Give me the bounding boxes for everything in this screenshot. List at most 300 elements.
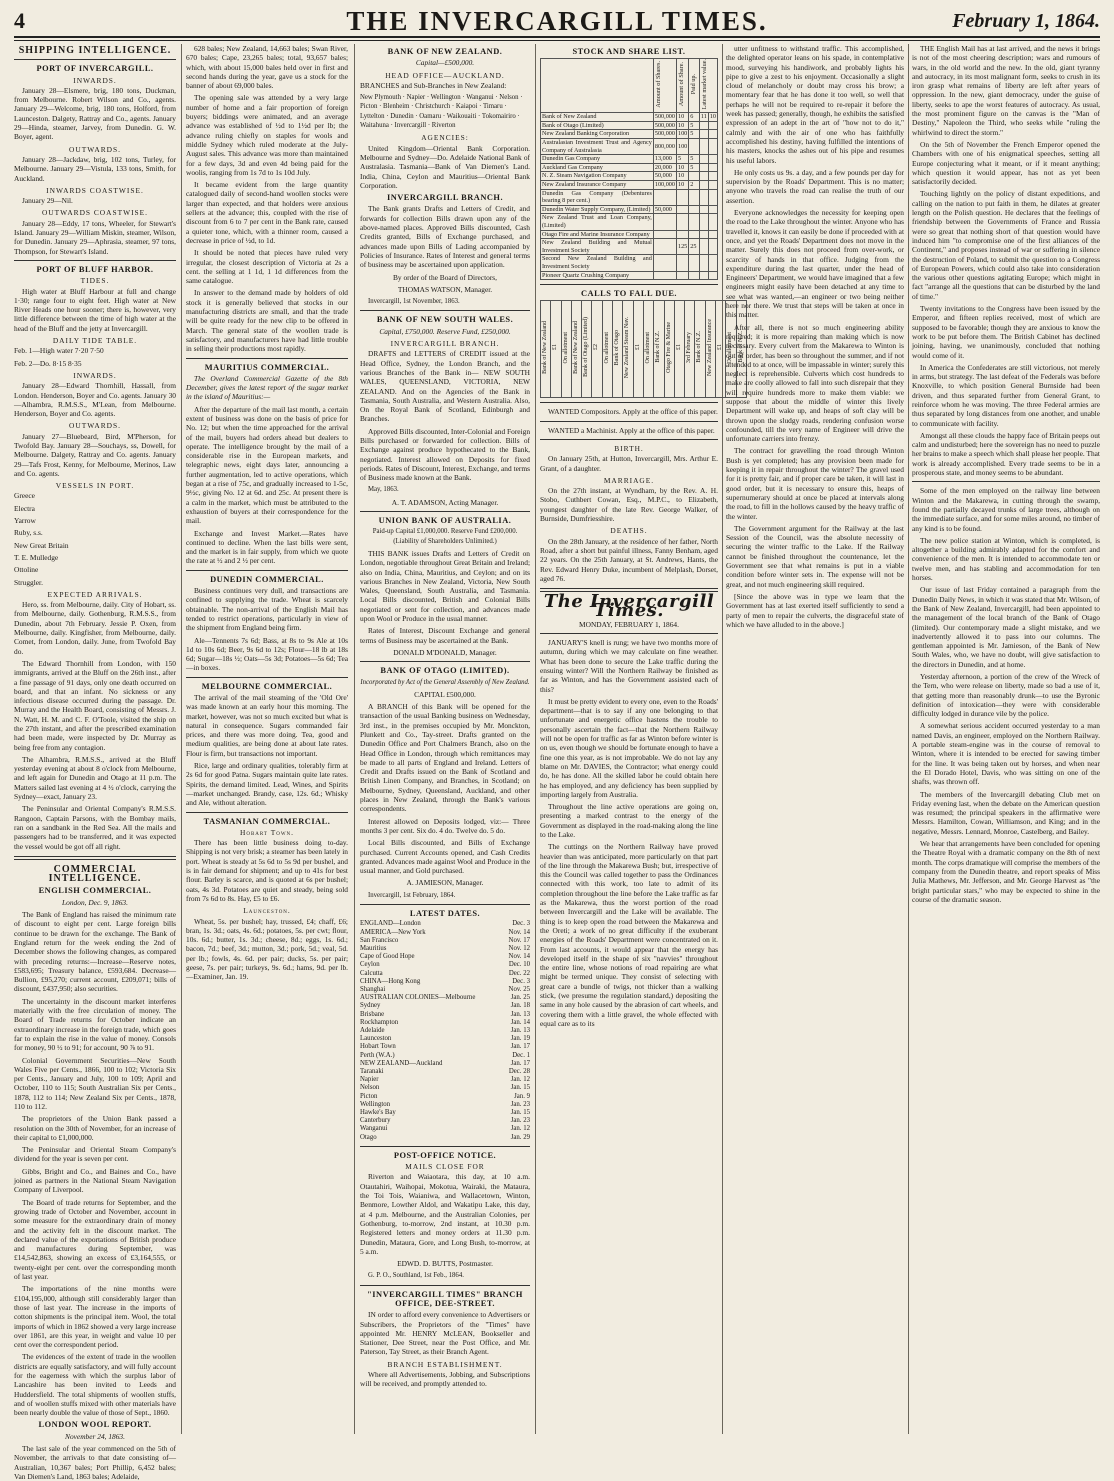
bank-nz-capital: Capital—£500,000. — [415, 58, 475, 68]
stock-company: Pioneer Quartz Crushing Company — [541, 271, 654, 280]
calls-cell: On allotment — [561, 301, 571, 398]
stock-company: N. Z. Steam Navigation Company — [541, 172, 654, 181]
double-rule — [14, 856, 176, 860]
stock-company: Dunedin Water Supply Company, (Limited) — [541, 205, 654, 214]
latest-dates-place: Shanghai — [360, 985, 386, 993]
calls-cell: £2 — [592, 301, 602, 398]
latest-dates-date: Dec. 22 — [508, 969, 530, 977]
stock-company: Dunedin Gas Company (Debentures bearing 8 per cent.) — [542, 189, 652, 205]
stock-value — [708, 255, 717, 271]
news-paragraph: Some of the men employed on the railway line between Winton and the Makarewa, in cutting through the swamp, found the partially decayed trunks of large trees, although on the immediate surface, and for some miles around, no timber of any kind is to be found. — [912, 486, 1100, 533]
commercial-paragraph: The Board of trade returns for September, and the growing trade of October and November, account in some measure for the extraordinary drain of money and the activity felt in the discount market. The declared value of the exportations of British produce and manufactures during September, was £14,542,863, showing an excess of £3,164,555, or twenty-eight per cent. over the corresponding month of last year. — [14, 1197, 176, 1282]
latest-dates-row — [360, 1093, 530, 1101]
stock-company: Australasian Investment Trust and Agency Company of Australasia — [542, 139, 652, 154]
column-stock-editorial — [540, 44, 744, 1434]
vessel-item: New Great Britain — [14, 540, 69, 550]
stock-value — [699, 130, 708, 139]
rule — [360, 1146, 530, 1147]
vessel-item: Electra — [14, 503, 35, 513]
stock-value: 50,000 — [653, 172, 676, 181]
stock-row — [541, 239, 718, 255]
issue-date: February 1, 1864. — [952, 10, 1100, 32]
latest-dates-date: Jan. 13 — [510, 1026, 530, 1034]
stock-col-header: Latest market value. — [699, 59, 717, 113]
latest-dates-place: Wellington — [360, 1100, 391, 1108]
latest-dates-row — [360, 1076, 530, 1084]
calls-cell: Bank of Otago (Limited) — [582, 301, 592, 398]
latest-dates-place: Taranaki — [360, 1068, 384, 1075]
inwards-coastwise-text: January 29—Nil. — [22, 196, 73, 206]
stock-value: 20,000 — [653, 163, 676, 172]
dunedin-prices: Ale—Tennents 7s 6d; Bass, at 8s to 9s Ale at 10s 1d to 10s 6d; Beer, 9s 6d to 12s; Flour—18 lb at 18s 6d; Sugar—18s ½; Oats—5s 3d; Potatoes—5s 6d; Tea—in boxes. — [186, 635, 348, 673]
stock-company: Bank of Otago (Limited) — [541, 121, 654, 130]
stock-value: 11 — [700, 113, 707, 121]
column-commercial — [186, 44, 348, 1434]
stock-value: 10 — [676, 172, 688, 181]
stock-value: 10 — [676, 180, 688, 189]
stock-value — [653, 230, 676, 239]
latest-dates-date: Nov. 17 — [508, 936, 530, 944]
vessels-in-port-heading: VESSELS IN PORT. — [55, 481, 135, 491]
news-paragraph: In America the Confederates are still victorious, not merely in arms, but strategy. The last defeat of the Federals was before Knoxville, to which position General Burnside had been driven, and thus separated further from General Grant, to reinforce whom he was moving. The three Federal armies are thus separated by long distances from one another, and unable to communicate with facility. — [912, 362, 1100, 428]
otago-text: A BRANCH of this Bank will be opened for the transaction of the usual Banking business on Wednesday, 3rd inst., in the premises occupied by Mr. Monckton, Plunkett and Co., Tay-street. Drafts granted on the Dunedin Office and Port Chalmers Branch, also on the Head Office in London, through which remittances may be made to all parts of England and Ireland. Letters of Credit and Drafts issued on the Bank of Scotland and British Linen Company, and Branches, in Scotland; on Melbourne, Sydney, Queensland, Auckland, and other places in New Zealand, through the Bank's various correspondents. — [360, 702, 530, 814]
vessel-item: Ruby, s.s. — [14, 528, 43, 538]
expected-arrivals-heading: EXPECTED ARRIVALS. — [47, 589, 143, 599]
mauritius-intro: The Overland Commercial Gazette of the 8th December, gives the latest report of the sugar market in the island of Mauritius:— — [186, 373, 348, 402]
inwards-text: January 28—Elsmere, brig, 180 tons, Duckman, from Melbourne. Robert Wilson and Co., agents. January 29—Welcome, brig, 180 tons, Holford, from Launceston. Dalgety, Rattray and Co., agents. January 29—Hinda, steamer, Jarvey, from Dunedin. G. W. Boyer, agent. — [14, 85, 176, 142]
stock-value — [699, 255, 708, 271]
birth-text: On January 25th, at Hutton, Invercargill, Mrs. Arthur E. Grant, of a daughter. — [540, 454, 718, 473]
latest-dates-row — [360, 1011, 530, 1019]
stock-col-header: Amount of Shares. — [653, 59, 676, 113]
stock-value — [689, 214, 700, 230]
stock-value: 25 — [689, 239, 700, 255]
stock-value — [689, 205, 700, 214]
stock-value: 10 — [676, 113, 688, 122]
stock-value — [653, 189, 676, 205]
latest-dates-row — [360, 1068, 530, 1076]
tides-heading: TIDES. — [80, 276, 110, 286]
inv-branch-signature: THOMAS WATSON, Manager. — [397, 284, 493, 294]
branch-office-heading: "INVERCARGILL TIMES" BRANCH OFFICE, DEE-STREET. — [367, 1289, 523, 1308]
latest-dates-date: Dec. 3 — [512, 977, 530, 985]
latest-dates-date: Nov. 14 — [508, 953, 530, 961]
commercial-paragraph: The importations of the nine months were £104,195,000, although still considerably larger than those of last year. The increase in the imports of cotton shipments is the principal item. Wool, the total imports of which in 1862 showed a very large increase over 1861, are this year, in weight and value 10 per cent over the correspondent period. — [14, 1284, 176, 1350]
commercial-heading: COMMERCIAL INTELLIGENCE. — [48, 863, 142, 885]
calls-cell: Bank of Otago — [613, 301, 623, 398]
vessel-item: Ottoline — [14, 565, 39, 575]
stock-row — [541, 271, 718, 280]
stock-row — [541, 121, 718, 130]
stock-value: 5 — [689, 130, 700, 139]
latest-dates-row — [360, 1101, 530, 1109]
latest-dates-place: Rockhampton — [360, 1018, 399, 1026]
commercial-paragraph: The proprietors of the Union Bank passed a resolution on the 30th of November, for an increase of their capital to £1,000,000. — [14, 1114, 176, 1142]
editorial-paragraph: The Government argument for the Railway at the last Session of the Council, was the absolute necessity of securing the winter traffic to the Lake. If the Railway cannot be finished throughout the countenance, let the Government see that what remains is put in a viable condition before winter sets in. The expense will not be great, and not much engineering skill required. — [726, 523, 904, 589]
latest-dates-row — [360, 929, 530, 937]
calls-cell: Bank of New Zealand — [541, 301, 551, 398]
latest-dates-place: Brisbane — [360, 1010, 385, 1018]
stock-value: 100 — [677, 130, 688, 138]
wool-paragraph: In answer to the demand made by holders of old stock it is generally believed that stocks in our manufacturing districts are small, and that the trade will be quite ready for the new clip to be offered in March. The general state of the woollen trade is satisfactory, and manufacturers have had little trouble in selling their productions most rapidly. — [186, 288, 348, 354]
stock-value — [676, 230, 688, 239]
deaths-text: On the 28th January, at the residence of her father, North Road, after a short but painful illness, Fanny Benham, aged 22 years. On the 25th January, at St. Andrews, Hants, the Rev. Edward Henry Duke, incumbent of Melplash, Dorset, aged 76. — [540, 536, 718, 583]
launceston-subheading: Launceston. — [243, 906, 291, 916]
english-commercial-heading: ENGLISH COMMERCIAL. — [38, 886, 152, 896]
stock-table — [540, 58, 718, 280]
stock-col-header: Amount of Share. — [676, 59, 688, 113]
latest-dates-row — [360, 1019, 530, 1027]
post-office-heading: POST-OFFICE NOTICE. — [393, 1150, 497, 1160]
nsw-branch: INVERCARGILL BRANCH. — [390, 339, 500, 349]
stock-value — [676, 205, 688, 214]
latest-dates-row — [360, 937, 530, 945]
latest-dates-row — [360, 1134, 530, 1142]
news-paragraph: A somewhat serious accident occurred yesterday to a man named Davis, an engineer, employed on the Northern Railway. A portable steam-engine was in the course of removal to Winton, where it is intended to be erected for sawing timber for the line. It was being taken out by horses, and when near the El Dorado Hotel, Davis, who was sitting on one of the shafts, was thrown off. — [912, 721, 1100, 787]
latest-dates-place: Otago — [360, 1133, 377, 1141]
editorial-paragraph: He only costs us 9s. a day, and a few pounds per day for supervision by the Roads' Department. This is no matter; anyone who travels the road can realise the truth of our assertion. — [726, 167, 904, 205]
stock-value — [708, 180, 717, 189]
stock-value — [689, 189, 700, 205]
dunedin-text: Business continues very dull, and transactions are confined to supplying the trade. Wheat is scarcely obtainable. The non-arrival of the English Mail has tended to restrict operations, particularly in view of the shipment from England being firm. — [186, 586, 348, 633]
rule — [14, 59, 176, 60]
calls-cell: Bank of N.Z. — [654, 301, 664, 398]
stock-value — [676, 214, 688, 230]
latest-dates-row — [360, 1084, 530, 1092]
otago-interest: Interest allowed on Deposits lodged, viz:— Three months 3 per cent. Six do. 4 do. Twelve do. 5 do. — [360, 816, 530, 835]
latest-dates-row — [360, 994, 530, 1002]
rule — [360, 661, 530, 662]
stock-value — [676, 271, 688, 280]
column-editorial — [726, 44, 904, 1434]
column-divider — [181, 44, 182, 1434]
newspaper-title: THE INVERCARGILL TIMES. — [346, 6, 768, 36]
latest-dates-row — [360, 1027, 530, 1035]
stock-row — [541, 205, 718, 214]
mauritius-text: Exchange and Invest Market.—Rates have continued to decline. When the last bills were sent, and the market is in fair supply, from which we quote the rate at ½ and 2 ½ per cent. — [186, 528, 348, 566]
editorial-paragraph: The cuttings on the Northern Railway have proved heavier than was anticipated, more particularly on that part of the line through the Makarewa Bush; but, irrespective of this the Council was called together to pass the Ordinances connected with this work, too late to admit of its completion throughout the line before the Lake traffic as far as the Makarewa, thus the worst portion of the road between Invercargill and the Lake will be available. The thing is to keep open the road between the Makarewa and the Oreti; a work of no great difficulty if the exuberant energies of the Roads' Department were concentrated on it. From last accounts, it would appear that the energy has developed itself in the shape of six "navvies" throughout the entire line, whose notions of road repairing are what might be termed unique. They consist of selecting with great care a bundle of twigs, not thicker than a walking stick, (we presume the regulation standard,) depositing the same in any hole caused by the abrasion of cart wheels, and covering them with a little gravel, the whole effected with equal care as to its — [540, 842, 718, 1028]
stock-value — [699, 230, 708, 239]
latest-dates-date: Jan. 12 — [510, 1125, 530, 1133]
stock-value: 125 — [676, 239, 688, 255]
shipping-paragraph: The Alhambra, R.M.S.S., arrived at the Bluff yesterday evening at about 8 o'clock from Melbourne, and left again for Dunedin and Otago at 11 p.m. The Matters sailed last evening at 4 ½ o'clock, carrying the Sydney—exact, January 23. — [14, 754, 176, 802]
stock-value: 50,000 — [653, 205, 676, 214]
outwards-heading: OUTWARDS. — [69, 144, 121, 154]
news-paragraph: Our issue of last Friday contained a paragraph from the Dunedin Daily News, in which it was stated that Mr. Wilson, of the Bank of New Zealand, Invercargill, had been appointed to the management of the local branch of the Bank of Otago (limited). Our contemporary made a slight mistake, and we inadvertently allowed it to pass into our columns. The gentleman appointed is Mr. Jamieson, of the Bank of New South Wales, who, we have no doubt, will give satisfaction to the directors in Dunedin, and at home. — [912, 585, 1101, 669]
melbourne-heading: MELBOURNE COMMERCIAL. — [201, 681, 333, 691]
inv-branch-order: By order of the Board of Directors, — [392, 272, 498, 282]
stock-value — [708, 163, 717, 172]
latest-dates-place: Calcutta — [360, 969, 383, 977]
stock-value — [676, 255, 688, 271]
latest-dates-place: Hobart Town — [360, 1043, 396, 1051]
latest-dates-date: Jan. 12 — [510, 1076, 530, 1084]
inv-branch-text: The Bank grants Drafts and Letters of Credit, and forwards for collection Bills drawn upon any of the above-named places. Approved Bills discounted, Cash Credits granted, Bills of Exchange purchased, and advances made upon Bills of Lading accompanied by Policies of Insurance. Rates of Interest and general terms of business may be ascertained upon application. — [360, 204, 530, 270]
editorial-paragraph: JANUARY'S knell is rung; we have two months more of autumn, during which we may calculate on fine weather. What has been done to secure the Lake traffic during the ensuing winter? Will the Northern Railway be finished as far as Winton, and has the Government assisted each of this? — [540, 638, 718, 694]
editorial-note: [Since the above was in type we learn that the Government has at last exerted itself sufficiently to send a party of men to repair the culverts, the disgraceful state of which we have alluded to in the above.] — [726, 591, 904, 629]
vessel-item: T. E. Mulledge — [14, 552, 59, 562]
calls-cell: £1 — [674, 301, 684, 398]
stock-value — [699, 121, 708, 130]
commercial-paragraph: The Bank of England has raised the minimum rate of discount to eight per cent. Large foreign bills continue to be drawn for the exchange. The Bank of England return for the week ending the 2nd of December shows the following changes, as compared with preceding returns:—Increase—Reserve notes, £583,695; Treasury balance, £593,684. Decrease—Bullion, £95,270; current account, £209,071; bills of discount, £437,950; also securities. — [14, 910, 176, 994]
bluff-outwards-text: January 27—Bluebeard, Bird, M'Pherson, for Twofold Bay. January 28—Souchays, ss, Dowell, for Melbourne. Dalgety, Rattray and Co. agents. January 29—Tafs Frost, Kenny, for Melbourne, Merinos, Law and Co. agents. — [14, 431, 176, 478]
wool-paragraph: 628 bales; New Zealand, 14,663 bales; Swan River, 670 bales; Cape, 23,265 bales; total, 93,657 bales; which, with about 15,000 bales held over in first and second hands during the year, gave us a stock for the banner of about 69,000 bales. — [186, 44, 348, 91]
latest-dates-date: Nov. 25 — [508, 985, 530, 993]
nsw-date: May, 1863. — [368, 486, 399, 494]
editorial-paragraph: Throughout the line active operations are going on, presenting a marked contrast to the energy of the Government as displayed in the road-making along the line to the Lake. — [540, 802, 718, 839]
latest-dates-heading: LATEST DATES. — [409, 909, 481, 919]
marriage-text: On the 27th instant, at Wyndham, by the Rev. A. H. Stobo, Cuthbert Cowan, Esq., M.P.C., to Elizabeth, youngest daughter of the late Rev. George Walker, of Burnside, Dumfriesshire. — [540, 486, 718, 524]
otago-date: Invercargill, 1st February, 1864. — [368, 891, 456, 899]
rule — [360, 1285, 530, 1286]
stock-value — [676, 189, 688, 205]
stock-value — [653, 214, 676, 230]
stock-value: 500,000 — [654, 121, 675, 129]
editorial-paragraph: utter unfitness to withstand traffic. This accomplished, the delighted operator leans on his spade, in contemplative mood, surveying his handiwork, and probably lights his pipe to give a zest to his enjoyment. Occasionally a slight cloud of melancholy or doubt may cross his brow; a momentary fear that he has done it too well, so well that perhaps he will not be required to re-repair it before the week has passed; generally, though, he exhibits the satisfied expression of an adept in the art of "how not to do it," calmly and with the air of one who has faithfully accomplished his destiny, having fulfilled the intentions of his masters, knocks the ashes out of his pipe and resumes his useful labors. — [726, 44, 904, 165]
latest-dates-place: Canterbury — [360, 1117, 391, 1125]
calls-table — [540, 300, 747, 398]
calls-cell: £1 — [551, 301, 561, 398]
latest-dates-date: Jan. 13 — [510, 1010, 530, 1018]
latest-dates-date: Jan. 15 — [510, 1109, 530, 1117]
stock-row — [541, 163, 718, 172]
calls-cell: New Zealand Insurance — [705, 301, 715, 398]
commercial-paragraph: The evidences of the extent of trade in the woollen districts are equally satisfactory, and will fully account for the eagerness with which the surplus labor of Lancashire has been invited to Leeds and Huddersfield. The total shipments of woollen stuffs, and of woollen stuffs mixed with other materials have been nearly double the value of those of Sept., 1860. — [14, 1352, 176, 1418]
marriage-heading: MARRIAGE. — [603, 475, 655, 485]
outwards-coastwise-heading: OUTWARDS COASTWISE. — [41, 208, 149, 218]
stock-row — [541, 189, 718, 205]
wool-paragraph: The opening sale was attended by a very large number of home and a fair proportion of foreign buyers; biddings were animated, and an average advance was established of ½d to 1½d per lb; the advance ruling chiefly on staples for wools and middle Sydney which ruled moderate at the July-August sales. This advance was more than maintained for a few days, 3d and even 4d being paid for the woolis, ranging from 1s 7d to 1s 10d July. — [186, 93, 348, 177]
commercial-paragraph: Gibbs, Bright and Co., and Baines and Co., have joined as partners in the National Steam Navigation Company of Liverpool. — [14, 1166, 176, 1195]
stock-value — [708, 271, 717, 280]
vessel-item: Greece — [14, 491, 35, 501]
rule — [186, 358, 348, 359]
rule — [360, 904, 530, 905]
stock-row — [541, 255, 718, 271]
stock-value — [699, 172, 708, 181]
latest-dates-row — [360, 1125, 530, 1133]
latest-dates-place: Sydney — [360, 1002, 381, 1010]
stock-value: 6 — [689, 113, 700, 122]
launceston-text: Wheat, 5s. per bushel; hay, trussed, £4; chaff, £6; bran, 1s. 3d.; oats, 4s. 6d.; potatoes, 5s. per cwt; flour, 10s. 6d.; butter, 1s. 3d.; cheese, 8d.; eggs, 1s. 6d.; bacon, 7d.; beef, 3d.; mutton, 3d.; pork, 5d.; veal, 5d. per lb.; fowls, 4s. 6d. per pair; ducks, 5s. per pair; geese, 7s. per pair; turkeys, 9s. 6d.; hams, 9d. per lb.—Examiner, Jan. 19. — [186, 916, 348, 982]
stock-col-header — [541, 59, 654, 113]
wanted-advert: WANTED Compositors. Apply at the office of this paper. — [548, 407, 718, 417]
bank-nz-heading: BANK OF NEW ZEALAND. — [387, 47, 503, 56]
latest-dates-date: Jan. 25 — [510, 994, 530, 1002]
stock-row — [541, 230, 718, 239]
outwards-coastwise-text: January 28—Eddy, 17 tons, Wheeler, for Stewart's Island. January 29—William Miskin, steamer, Wilson, for Dunedin. January 29—Aphrasia, steamer, 97 tons, Thompson, for Stewart's Island. — [14, 218, 176, 256]
stock-value — [653, 239, 676, 255]
bank-nz-branches-list: New Plymouth · Napier · Wellington · Wanganui · Nelson · Picton · Blenheim · Christchurch · Kaiapoi · Timaru · Lyttelton · Dunedin · Oamaru · Waikouaiti · Tokomairiro · Waitahuna · Invercargill · Riverton — [360, 94, 523, 130]
stock-value — [708, 130, 717, 139]
branch-estab-text: Where all Advertisements, Jobbing, and Subscriptions will be received, and promptly attended to. — [360, 1370, 530, 1389]
calls-cell: Bank of N.Z. — [695, 301, 705, 398]
latest-dates-row — [360, 961, 530, 969]
latest-dates-place: CHINA—Hong Kong — [360, 977, 421, 985]
english-commercial-date: London, Dec. 9, 1863. — [62, 897, 128, 907]
rule — [186, 570, 348, 571]
stock-company: Otago Fire and Marine Insurance Company — [541, 230, 654, 239]
stock-value — [689, 172, 700, 181]
mauritius-heading: MAURITIUS COMMERCIAL. — [204, 362, 330, 372]
latest-dates-place: AMERICA—New York — [360, 928, 426, 936]
calls-cell: £1 — [633, 301, 643, 398]
rule — [540, 633, 718, 634]
latest-dates-date: Jan. 19 — [510, 1035, 530, 1043]
stock-company: Bank of New Zealand — [541, 113, 654, 122]
tide-table-heading: DAILY TIDE TABLE. — [52, 336, 138, 346]
stock-value — [689, 230, 700, 239]
editorial-paragraph: It must be pretty evident to every one, even to the Roads' department—that is to say if any one belonging to that unfortunate and energetic office hastens the trouble to personally ascertain the fact—that the Northern Railway will not be open for traffic as far as Winton before winter is on us, even though we should be fortunate enough to have a fine one this year, as is not improbable. We do not lay any blame on Mr. DAVIES, the Contractor; what energy could do, he has done. All the skilled labor he could obtain here he has employed, and any deficiency has been supplied by importing largely from Australia. — [540, 696, 718, 799]
latest-dates-date: Jan. 15 — [510, 1084, 530, 1092]
nsw-signature: A. T. ADAMSON, Acting Manager. — [391, 497, 499, 507]
stock-value — [708, 172, 717, 181]
inv-branch-heading: INVERCARGILL BRANCH. — [386, 193, 504, 203]
stock-value — [689, 139, 700, 155]
vessel-item: Struggler. — [14, 577, 43, 587]
rule — [540, 439, 718, 440]
latest-dates-table — [360, 920, 530, 1141]
latest-dates-date: Dec. 1 — [512, 1051, 530, 1059]
latest-dates-place: Wanganui — [360, 1125, 388, 1133]
latest-dates-date: Jan. 9 — [514, 1092, 530, 1100]
latest-dates-place: Perth (W.A.) — [360, 1051, 395, 1059]
nsw-heading: BANK OF NEW SOUTH WALES. — [376, 315, 514, 325]
otago-heading: BANK OF OTAGO (LIMITED). — [380, 666, 510, 676]
latest-dates-row — [360, 1117, 530, 1125]
otago-text: Local Bills discounted, and Bills of Exchange purchased. Current Accounts opened, and Cash Credits granted. Advances made against Wool and Produce in the usual manner, and Gold purchased. — [360, 838, 530, 876]
news-paragraph: Yesterday afternoon, a portion of the crew of the Wreck of the Tern, who were release on liberty, made so bad a use of it, that getting more than reasonably drunk—to use the Byronic definition of intoxication—they were with considerable difficulty lodged in durance vile by the police. — [912, 672, 1100, 719]
calls-cell: On allotment — [726, 301, 736, 398]
inwards-coastwise-heading: INWARDS COASTWISE. — [46, 185, 144, 195]
otago-sub: Incorporated by Act of the General Assembly of New Zealand. — [360, 678, 530, 686]
latest-dates-date: Jan. 29 — [510, 1133, 530, 1141]
melbourne-text: The arrival of the mail steaming of the 'Old Ore' was made known at an early hour this morning. The market, however, was not so much excited but what is natural in consequence. Sugars commanded fair prices, and there was more doing. Tea, good and medium qualities, are being done at about late rates. Flour is firm, but transactions not important. — [186, 693, 348, 758]
stock-company: New Zealand Banking Corporation — [541, 130, 654, 139]
rule — [360, 310, 530, 311]
news-paragraph: On the 5th of November the French Emperor opened the Chambers with one of his enigmatical speeches, setting all Europe conjecturing what it meant, or if it meant anything; which question it would appear, has not as yet been satisfactorily decided. — [912, 139, 1100, 187]
commercial-paragraph: Colonial Government Securities—New South Wales Five per Cents., 1866, 100 to 102; Victoria Six per Cents., January and July, 100 to 109; April and October, 110 to 115; South Australian Six per Cents., 1878, 112 to 114; New Zealand Six per Cents., 1878, 110 to 112. — [14, 1055, 176, 1111]
inv-branch-date: Invercargill, 1st November, 1863. — [368, 298, 460, 306]
branch-office-text: IN order to afford every convenience to Advertisers or Subscribers, the Proprietors of the "Times" have appointed Mr. HENRY McLEAN, Bookseller and Stationer, Dee Street, near the Post Office, and Mr. Paterson, Tay Street, as their Branch Agent. — [360, 1310, 530, 1357]
stock-value: 100 — [676, 139, 688, 155]
london-wool-heading: LONDON WOOL REPORT. — [38, 1420, 152, 1430]
latest-dates-date: Jan. 17 — [510, 1059, 530, 1067]
stock-value — [699, 214, 708, 230]
news-paragraph: Twenty invitations to the Congress have been issued by the Emperor, and fifteen replies received, most of which are supposed to be favorable; though they are anxious to know the work to be put before them. The British Cabinet has declined joining, having, we unanimously, concluded that nothing would come of it. — [912, 304, 1100, 360]
stock-value — [699, 155, 708, 164]
stock-value — [699, 163, 708, 172]
calls-cell: New Zealand Steam Nav. — [623, 301, 633, 398]
news-paragraph: The members of the Invercargill debating Club met on Friday evening last, when the debate on the American question was resumed; the principal speakers in the affirmative were Messrs. Hamilton, Cowan, Williamson, and King; and in the negative, Messrs. Lennard, Monroe, Castelberg, and Bailey. — [912, 789, 1100, 836]
stock-value: 13,000 — [653, 155, 676, 164]
latest-dates-row — [360, 945, 530, 953]
stock-company: New Zealand Building and Mutual Investment Society — [542, 239, 652, 254]
news-paragraph: THE English Mail has at last arrived, and the news it brings is not of the most cheering description; wars and rumours of wars, in the old world and the new. In the old, giant tyranny and autocracy, in its most malignant form, seeks to crush in its iron grasp what remains of liberty are left after years of oppression. In the new, giant democracy, under the guise of liberty, seeks to ape the worst features of autocracy. As usual, the most prominent figure on the canvas is the "Man of Destiny," Napoleon the Third, who seeks while "ruling the whirlwind to direct the storm." — [912, 44, 1100, 137]
latest-dates-row — [360, 1060, 530, 1068]
expected-arrivals-text: Hero, ss. from Melbourne, daily. City of Hobart, ss. from Melbourne, daily. Gothenburg, R.M.S.S., from Dunedin, about 7th February. Jessie P. Oxen, from Melbourne, daily. Kingfisher, from Melbourne, daily. Comet, from London, daily. June, from Twofold Bay do. — [14, 600, 176, 656]
port-bluff-heading: PORT OF BLUFF HARBOR. — [36, 264, 154, 274]
latest-dates-place: AUSTRALIAN COLONIES—Melbourne — [360, 994, 476, 1002]
stock-value: 100,000 — [654, 180, 675, 188]
mauritius-text: After the departure of the mail last month, a certain extent of business was done on the basis of price for No. 12; but when the time approached for the arrival of the mail, buyers had orders ahead but dealers to operate. The intelligence brought by the mail of a considerable rise in the European markets, and telegraphic news, eight days later, announcing a further augmentation, led to active operations, which began at a rise of 75c, and gradually increased to 1-5c, 9½c, giving No. 12 at 6d. and 25c. At present there is a calm in the market, which must be attributed to the exhaustion of buyers at their correspondence for the mail. — [186, 404, 348, 526]
rule — [912, 481, 1100, 482]
calls-cell: Bank of New Zealand — [571, 301, 581, 398]
vessel-item: Yarrow — [14, 516, 36, 526]
stock-value — [689, 271, 700, 280]
stock-value — [699, 139, 708, 155]
latest-dates-row — [360, 920, 530, 928]
stock-value — [708, 121, 717, 130]
inwards-heading: INWARDS. — [73, 75, 117, 85]
page-number: 4 — [14, 8, 25, 33]
nsw-capital: Capital, £750,000. Reserve Fund, £250,000. — [379, 326, 511, 336]
stock-value: 2 — [689, 180, 700, 189]
stock-value — [708, 139, 717, 155]
tide-row: Feb. 2—Do. 8·15 8·35 — [14, 358, 82, 368]
otago-signature: A. JAMIESON, Manager. — [406, 878, 484, 888]
news-paragraph: Touching lightly on the policy of distant expeditions, and calling on the nation to put faith in them, he dilates at greater length on the Polish question. He declares that the feelings of friendship between the Governments of France and Russia were so great that nothing short of that question would have induced him "to compromise one of the first alliances of the Continent," and proposes instead of war or suffering in silence the destruction of Poland, to submit the question to a Congress of European Powers, which could also take into consideration the various other questions agitating Europe; which might in fact "arrange all the questions that can be disturbed by the land of time." — [912, 189, 1100, 301]
stock-col-header: Paid up. — [689, 59, 700, 113]
latest-dates-place: San Francisco — [360, 936, 399, 944]
latest-dates-date: Jan. 14 — [510, 1018, 530, 1026]
wanted-advert: WANTED a Machinist. Apply at the office of this paper. — [548, 425, 715, 435]
latest-dates-date: Nov. 14 — [508, 928, 530, 936]
otago-capital: CAPITAL £500,000. — [414, 689, 476, 699]
latest-dates-date: Jan. 23 — [510, 1100, 530, 1108]
post-office-date: G. P. O., Southland, 1st Feb., 1864. — [368, 1272, 464, 1280]
tasmanian-heading: TASMANIAN COMMERCIAL. — [203, 816, 331, 826]
melbourne-text: Rice, large and ordinary qualities, tolerably firm at 2s 6d for good Patna. Sugars maintain quite late rates. Spirits, the demand limited. Lead, Wines, and Spirits—market unchanged. Brandy, case, 12s. 6d.; Whisky and Ale, without alteration. — [186, 761, 348, 808]
latest-dates-row — [360, 986, 530, 994]
stock-row — [541, 172, 718, 181]
london-wool-text: The last sale of the year commenced on the 5th of November, the arrivals to that date consisting of—Australian, 10,367 bales; Port Phillip, 6,452 bales; Van Diemen's Land, 1863 bales; Adelaide, — [14, 1444, 176, 1481]
stock-value: 5 — [676, 155, 688, 164]
latest-dates-place: NEW ZEALAND—Auckland — [360, 1059, 443, 1067]
rule — [360, 511, 530, 512]
bank-nz-branches-title: BRANCHES and Sub-Branches in New Zealand: — [360, 80, 507, 90]
latest-dates-date: Nov. 12 — [508, 944, 530, 952]
stock-value — [653, 271, 676, 280]
stock-value — [653, 255, 676, 271]
stock-value — [699, 180, 708, 189]
dunedin-heading: DUNEDIN COMMERCIAL. — [210, 574, 324, 584]
tasmanian-text: There has been little business doing to-day. Shipping is not very brisk; a steamer has been lately in port. Wheat is steady at 5s 6d to 5s 9d per bushel, and is in fair demand for shipment; and up to 41s for best flour. Barley is scarce, and is quoted at 6s per bushel; oats, 4s 3d. Potatoes are quiet and steady, being sold from 7s 6d to 8s. Hay, £5 to £6. — [186, 838, 348, 903]
stock-value — [708, 239, 717, 255]
latest-dates-row — [360, 1002, 530, 1010]
news-paragraph: The new police station at Winton, which is completed, is altogether a building admirably adapted for the comfort and convenience of the men. It is intended to accommodate ten or twelve men, and has stabling and accommodation for ten horses. — [912, 535, 1100, 583]
tide-row: Feb. 1—High water 7·20 7·50 — [14, 346, 104, 356]
calls-cell: Otago Fire & Marine — [664, 301, 674, 398]
news-paragraph: Amongst all these clouds the happy face of Britain peeps out calm and undisturbed; here the sovereign has no need to puzzle her brains to make a speech which shall please her people. That work is already accomplished. Every trade seems to be in a prosperous state, and money seems to be abundant. — [912, 430, 1100, 478]
agencies-text: United Kingdom—Oriental Bank Corporation. Melbourne and Sydney—Do. Adelaide National Bank of Australasia. Tasmania—Bank of Van Diemen's Land. India, China, Ceylon and Mauritius—Oriental Bank Corporation. — [360, 143, 530, 190]
latest-dates-row — [360, 978, 530, 986]
bank-nz-office: HEAD OFFICE—AUCKLAND. — [385, 70, 505, 80]
editorial-paragraph: Everyone acknowledges the necessity for keeping open the road to the Lake throughout the winter. Anyone who has travelled it, knows it can easily be done if proceeded with at once, and yet the Roads' Department does not move in the matter. Surely this does not proceed from over-work, or scarcity of hands in that office. Judging from the expenditure during the last quarter, under the head of Engineers' Department, we would have imagined that a few engineers might easily have been detached at any time to see what was wanted,—an engineer or two being neither here nor there. We trust that steps will be taken at once in this matter. — [726, 208, 904, 320]
stock-company: Auckland Gas Company — [541, 163, 654, 172]
bluff-outwards-heading: OUTWARDS. — [69, 421, 121, 431]
latest-dates-date: Dec. 3 — [512, 920, 530, 928]
stock-row — [541, 139, 718, 155]
latest-dates-date: Jan. 18 — [510, 1002, 530, 1010]
port-invercargill-heading: PORT OF INVERCARGILL. — [36, 64, 154, 74]
rule — [540, 421, 718, 422]
deaths-heading: DEATHS. — [610, 526, 648, 536]
latest-dates-date: Dec. 28 — [508, 1068, 530, 1075]
latest-dates-place: Mauritius — [360, 944, 387, 952]
latest-dates-row — [360, 970, 530, 978]
latest-dates-place: Cape of Good Hope — [360, 953, 415, 961]
